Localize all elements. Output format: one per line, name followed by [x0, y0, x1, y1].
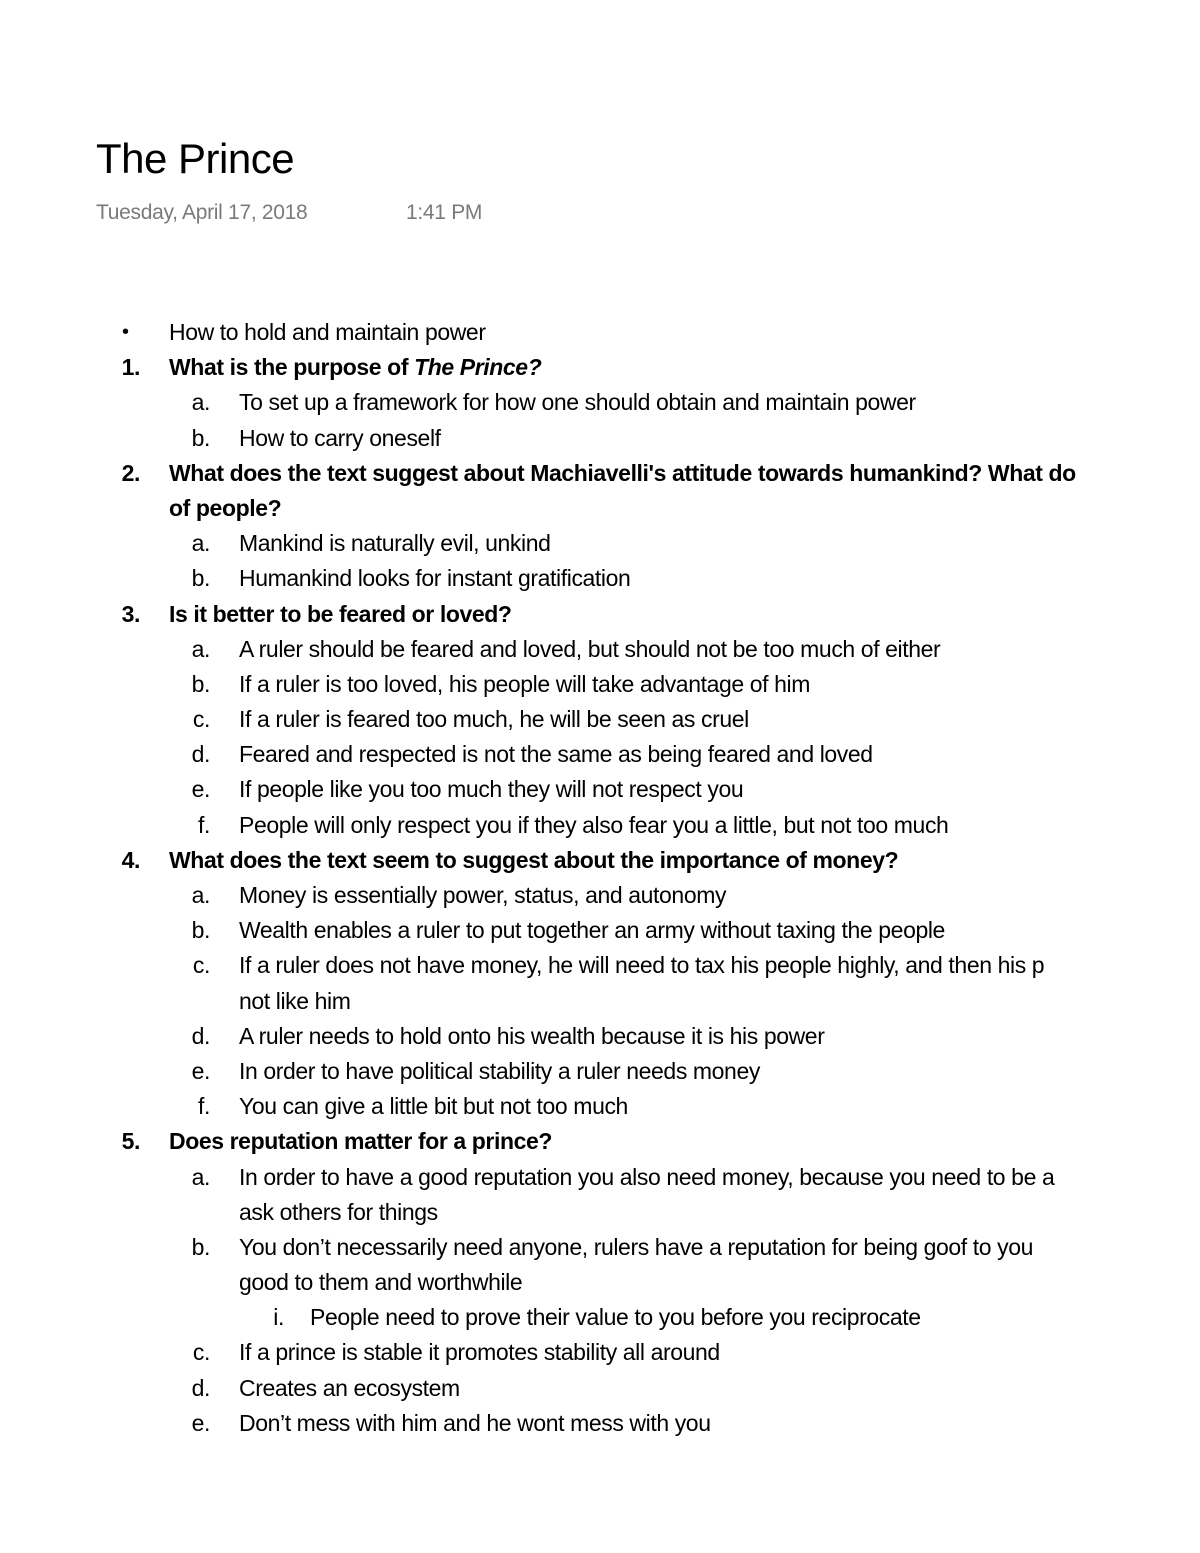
answer-text: If a ruler is too loved, his people will take advantage of him: [239, 670, 810, 697]
answer-marker: d.: [191, 1374, 210, 1401]
answer-item: [0, 1054, 1200, 1089]
question-number: 1.: [121, 354, 140, 381]
answer-text: Don’t mess with him and he wont mess with you: [239, 1409, 711, 1436]
answer-text: If people like you too much they will not respect you: [239, 776, 744, 803]
question-text: of people?: [169, 494, 282, 521]
answer-item: [0, 1371, 1200, 1406]
question-1: [0, 350, 1200, 385]
question-text: [169, 350, 541, 385]
answer-item: [0, 1089, 1200, 1124]
answer-marker: c.: [192, 952, 210, 979]
answer-text: A ruler should be feared and loved, but should not be too much of either: [239, 635, 941, 662]
answer-item: [0, 1406, 1200, 1441]
answer-text: not like him: [239, 987, 351, 1014]
answer-marker: f.: [198, 811, 210, 838]
answer-item: [0, 1230, 1200, 1265]
answer-marker: b.: [191, 917, 210, 944]
answer-item: [0, 948, 1200, 983]
answer-text: Mankind is naturally evil, unkind: [239, 530, 551, 557]
question-text: Is it better to be feared or loved?: [169, 600, 512, 627]
answer-marker: e.: [191, 1057, 210, 1084]
answer-item: [0, 526, 1200, 561]
question-2: [0, 456, 1200, 491]
answer-marker: a.: [191, 389, 210, 416]
page-title: The Prince: [96, 135, 295, 182]
answer-item: [0, 421, 1200, 456]
note-date: Tuesday, April 17, 2018: [96, 201, 308, 224]
question-text-plain: What is the purpose of: [169, 354, 415, 381]
answer-marker: b.: [191, 670, 210, 697]
answer-marker: c.: [192, 1339, 210, 1366]
answer-marker: e.: [191, 776, 210, 803]
question-text-italic: The Prince?: [414, 354, 542, 381]
question-number: 5.: [121, 1128, 140, 1155]
answer-text: If a prince is stable it promotes stability all around: [239, 1339, 720, 1366]
answer-item: [0, 808, 1200, 843]
question-5: [0, 1124, 1200, 1159]
answer-text: To set up a framework for how one should obtain and maintain power: [239, 389, 916, 416]
question-text-continued: [0, 491, 1200, 526]
answer-text: Money is essentially power, status, and autonomy: [239, 882, 727, 908]
answer-marker: b.: [191, 424, 210, 451]
answer-text: Wealth enables a ruler to put together an army without taxing the people: [239, 917, 945, 944]
sub-answer-item: [0, 1300, 1200, 1335]
question-text: Does reputation matter for a prince?: [169, 1128, 553, 1155]
sub-answer-marker: i.: [273, 1304, 284, 1331]
answer-text: People will only respect you if they also fear you a little, but not too much: [239, 811, 949, 838]
question-4: [0, 843, 1200, 878]
answer-text: A ruler needs to hold onto his wealth because it is his power: [239, 1022, 825, 1049]
question-number: 2.: [121, 459, 140, 486]
answer-text: good to them and worthwhile: [239, 1269, 523, 1296]
answer-item: [0, 1019, 1200, 1054]
answer-marker: e.: [191, 1409, 210, 1436]
answer-text: Feared and respected is not the same as being feared and loved: [239, 741, 873, 768]
answer-text: How to carry oneself: [239, 424, 441, 451]
answer-item: [0, 632, 1200, 667]
answer-marker: c.: [192, 706, 210, 733]
answer-text-continued: [0, 1195, 1200, 1230]
answer-marker: a.: [191, 882, 210, 908]
answer-marker: f.: [198, 1093, 210, 1120]
answer-item: [0, 1335, 1200, 1370]
answer-text: You can give a little bit but not too much: [239, 1093, 628, 1120]
answer-item: [0, 772, 1200, 807]
answer-item: [0, 385, 1200, 420]
answer-text: In order to have political stability a ruler needs money: [239, 1057, 760, 1084]
list-item: [0, 315, 1200, 350]
answer-text: ask others for things: [239, 1198, 438, 1225]
answer-text: If a ruler does not have money, he will need to tax his people highly, and then his p: [239, 952, 1045, 979]
question-number: 3.: [121, 600, 140, 627]
question-text: What does the text suggest about Machiavelli's attitude towards humankind? What do: [169, 459, 1076, 486]
answer-marker: d.: [191, 1022, 210, 1049]
answer-text: Creates an ecosystem: [239, 1374, 460, 1401]
answer-text: Humankind looks for instant gratification: [239, 565, 631, 592]
question-text: What does the text seem to suggest about the importance of money?: [169, 846, 899, 873]
answer-item: [0, 702, 1200, 737]
answer-item: [0, 878, 1200, 913]
answer-text: You don’t necessarily need anyone, rulers have a reputation for being goof to you: [239, 1233, 1034, 1260]
answer-marker: a.: [191, 530, 210, 557]
answer-text: If a ruler is feared too much, he will be seen as cruel: [239, 706, 749, 733]
answer-item: [0, 737, 1200, 772]
answer-text-continued: [0, 1265, 1200, 1300]
note-body: [0, 315, 1200, 1455]
bullet-marker: •: [122, 321, 129, 343]
question-3: [0, 597, 1200, 632]
answer-text: In order to have a good reputation you also need money, because you need to be a: [239, 1163, 1055, 1190]
answer-marker: a.: [191, 1163, 210, 1190]
answer-marker: d.: [191, 741, 210, 768]
answer-marker: a.: [191, 635, 210, 662]
note-time: 1:41 PM: [406, 201, 483, 224]
answer-marker: b.: [191, 1233, 210, 1260]
answer-item: [0, 1160, 1200, 1195]
answer-item: [0, 561, 1200, 596]
list-item-text: How to hold and maintain power: [169, 319, 486, 345]
answer-text-continued: [0, 984, 1200, 1019]
answer-item: [0, 913, 1200, 948]
answer-marker: b.: [191, 565, 210, 592]
sub-answer-text: People need to prove their value to you before you reciprocate: [310, 1304, 921, 1331]
answer-item: [0, 667, 1200, 702]
question-number: 4.: [121, 846, 140, 873]
